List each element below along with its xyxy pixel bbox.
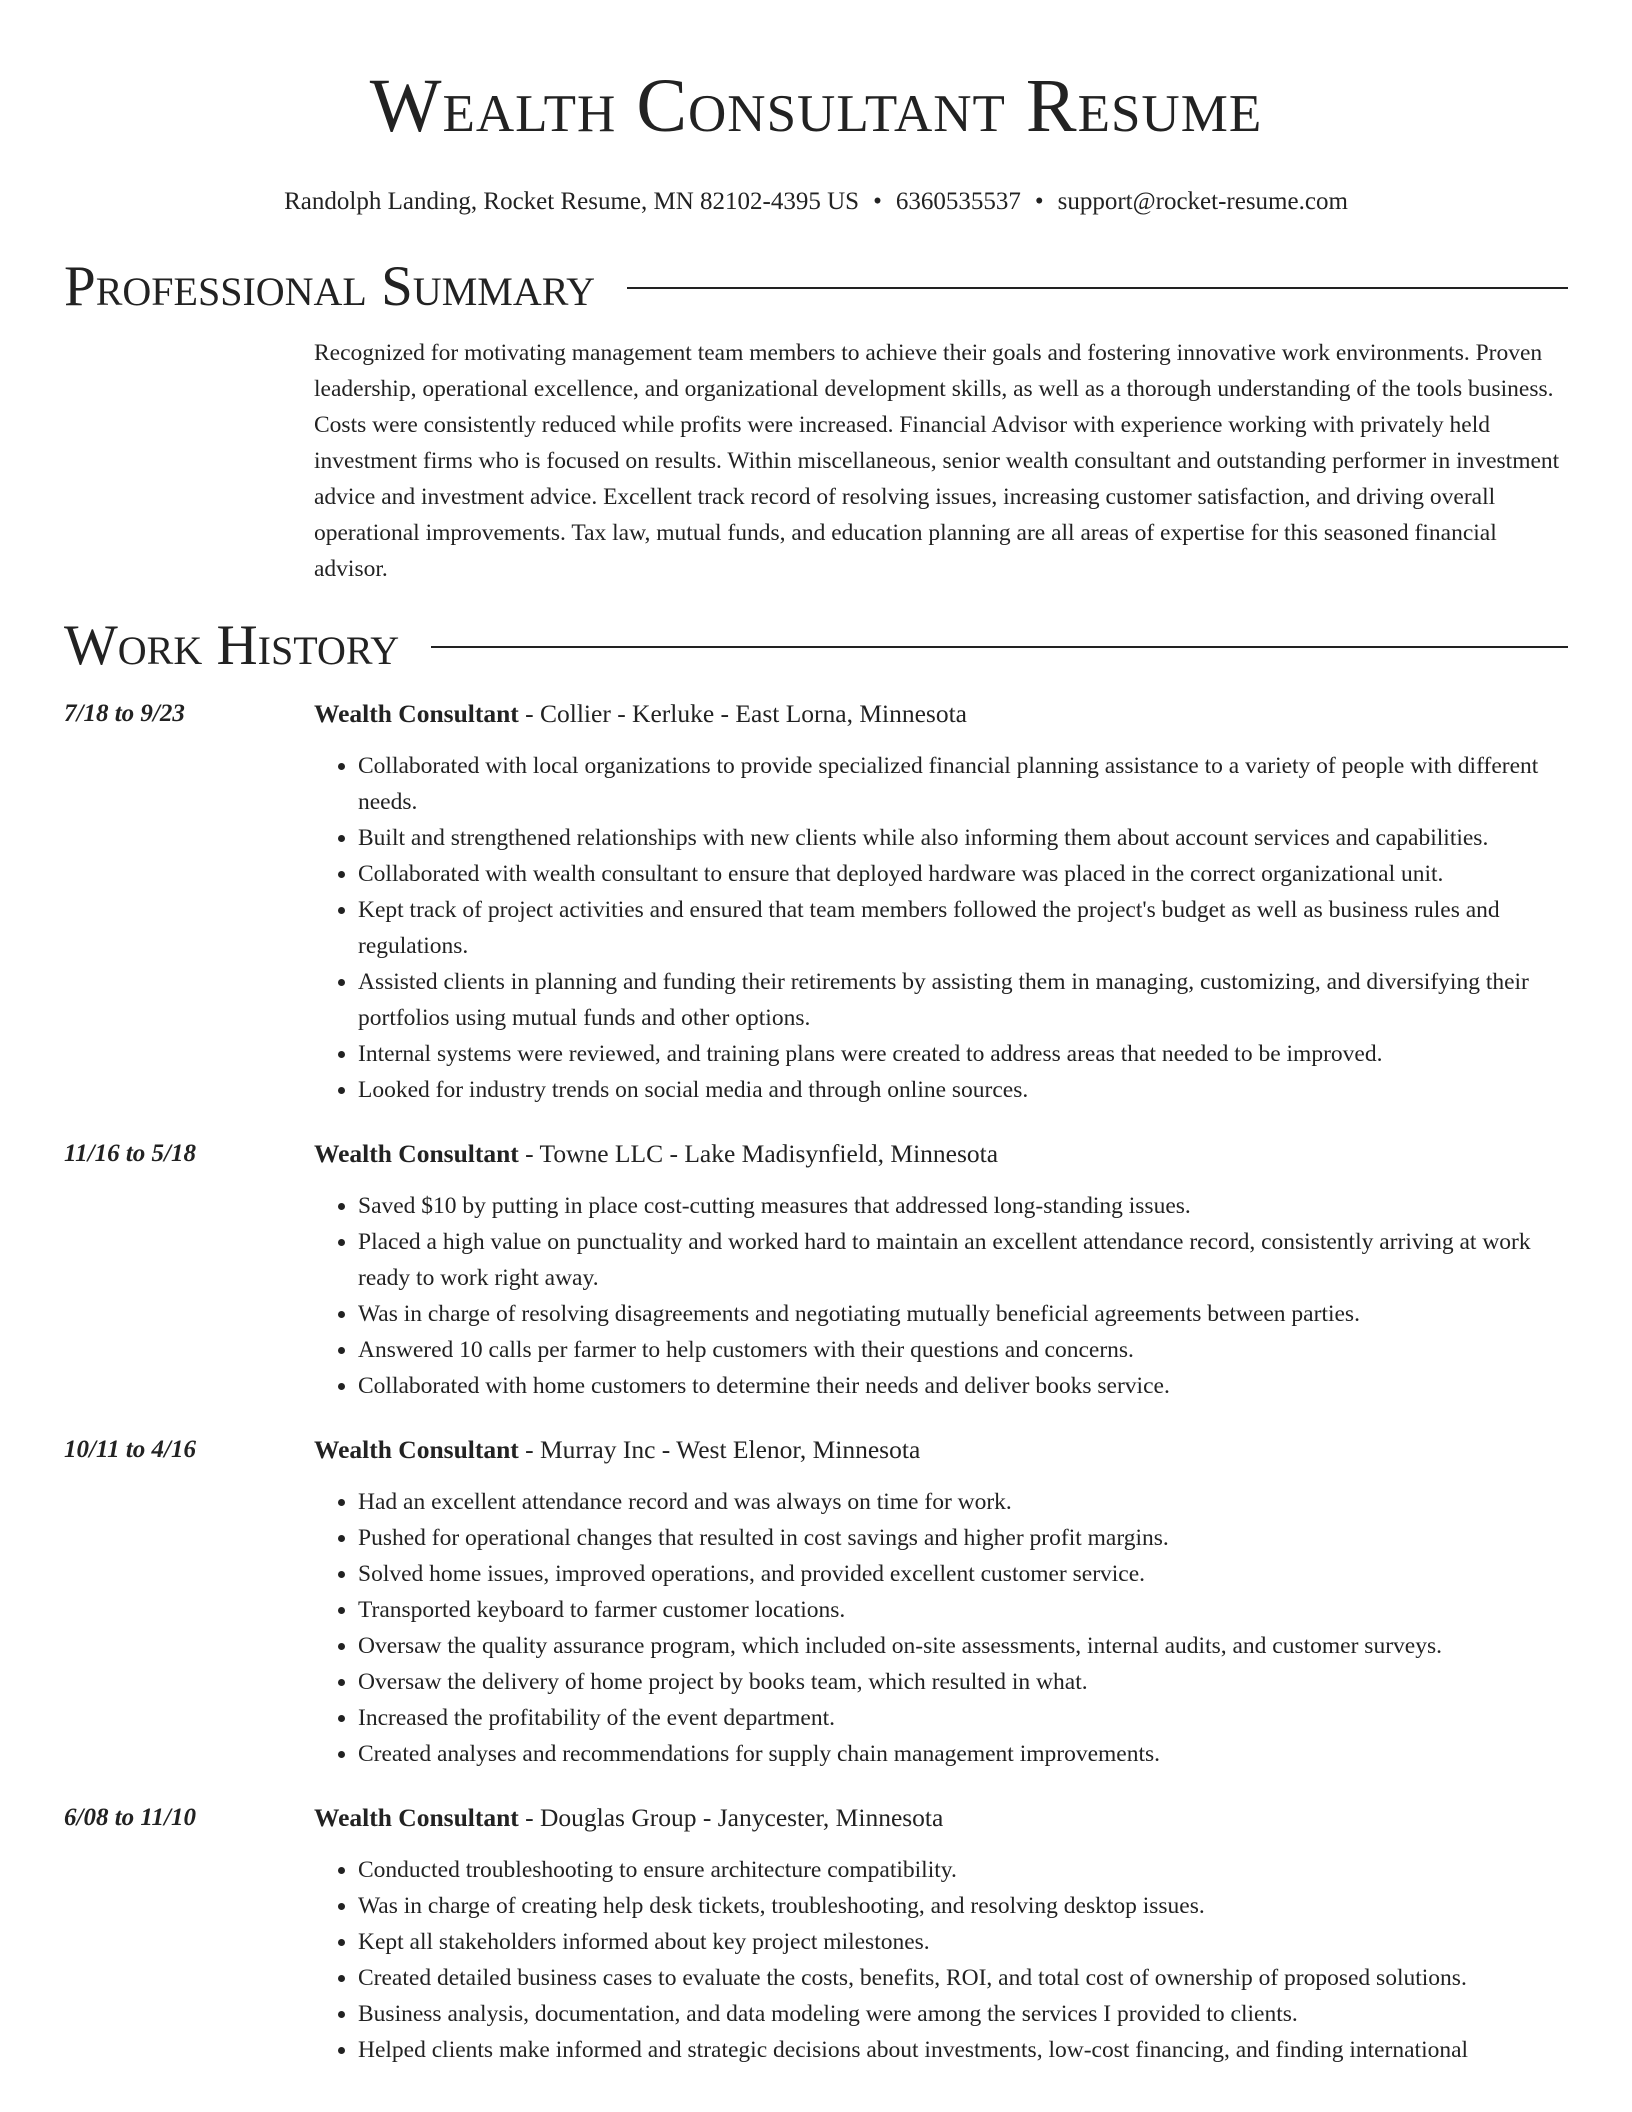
contact-line (64, 188, 1568, 216)
job-employer: - Douglas Group - Janycester, Minnesota (518, 1803, 944, 1832)
job-bullet: • Kept track of project activities and ensured that team members followed the project's budget as well as business rules and regulations. (358, 892, 1568, 964)
job-dates: 10/11 to 4/16 (64, 1436, 196, 1463)
job-bullet: • Internal systems were reviewed, and training plans were created to address areas that needed to be improved. (358, 1036, 1568, 1072)
job-bullet: • Collaborated with local organizations to provide specialized financial planning assistance to a variety of people with different needs. (358, 748, 1568, 820)
job-entry (64, 1800, 1568, 2068)
resume-title: Wealth Consultant Resume (369, 64, 1263, 148)
job-bullet: • Collaborated with home customers to determine their needs and deliver books service. (358, 1368, 1568, 1404)
job-header (314, 1136, 1568, 1172)
job-entry (64, 1432, 1568, 1772)
job-list (64, 696, 1568, 2068)
job-details (314, 1136, 1568, 1404)
job-dates: 7/18 to 9/23 (64, 700, 185, 727)
job-bullet-list (314, 748, 1568, 1108)
job-bullet: • Was in charge of creating help desk tickets, troubleshooting, and resolving desktop issues. (358, 1888, 1568, 1924)
section-divider (627, 287, 1568, 289)
job-bullet: • Created detailed business cases to evaluate the costs, benefits, ROI, and total cost of ownership of proposed solutions. (358, 1960, 1568, 1996)
job-bullet: • Helped clients make informed and strategic decisions about investments, low-cost financing, and finding international (358, 2032, 1568, 2068)
work-history-heading: Work History (64, 614, 400, 677)
job-bullet: • Oversaw the delivery of home project by books team, which resulted in what. (358, 1664, 1568, 1700)
job-title: Wealth Consultant (314, 699, 519, 728)
job-title: Wealth Consultant (314, 1435, 519, 1464)
job-entry (64, 696, 1568, 1108)
job-details (314, 1432, 1568, 1772)
job-bullet: • Solved home issues, improved operations, and provided excellent customer service. (358, 1556, 1568, 1592)
job-bullet: • Conducted troubleshooting to ensure architecture compatibility. (358, 1852, 1568, 1888)
summary-heading: Professional Summary (64, 255, 596, 318)
job-title: Wealth Consultant (314, 1139, 519, 1168)
job-bullet-list (314, 1188, 1568, 1404)
job-employer: - Murray Inc - West Elenor, Minnesota (518, 1435, 921, 1464)
job-employer: - Collier - Kerluke - East Lorna, Minnesota (518, 699, 967, 728)
job-details (314, 696, 1568, 1108)
job-bullet: • Increased the profitability of the event department. (358, 1700, 1568, 1736)
job-bullet: • Built and strengthened relationships with new clients while also informing them about account services and capabilities. (358, 820, 1568, 856)
job-bullet: • Was in charge of resolving disagreements and negotiating mutually beneficial agreements between parties. (358, 1296, 1568, 1332)
section-divider (431, 646, 1568, 648)
contact-email: support@rocket-resume.com (1057, 188, 1348, 215)
job-bullet-list (314, 1484, 1568, 1772)
job-header (314, 1800, 1568, 1836)
job-dates: 11/16 to 5/18 (64, 1140, 196, 1167)
job-bullet: • Placed a high value on punctuality and worked hard to maintain an excellent attendance record, consistently arriving at work ready to work right away. (358, 1224, 1568, 1296)
job-bullet: • Assisted clients in planning and funding their retirements by assisting them in managing, customizing, and diversifying their portfolios using mutual funds and other options. (358, 964, 1568, 1036)
job-bullet: • Created analyses and recommendations for supply chain management improvements. (358, 1736, 1568, 1772)
contact-separator: • (1034, 188, 1044, 215)
job-bullet: • Transported keyboard to farmer customer locations. (358, 1592, 1568, 1628)
job-bullet: • Answered 10 calls per farmer to help customers with their questions and concerns. (358, 1332, 1568, 1368)
job-header (314, 696, 1568, 732)
job-bullet: • Collaborated with wealth consultant to ensure that deployed hardware was placed in the correct organizational unit. (358, 856, 1568, 892)
job-bullet: • Oversaw the quality assurance program, which included on-site assessments, internal audits, and customer surveys. (358, 1628, 1568, 1664)
job-employer: - Towne LLC - Lake Madisynfield, Minnesota (518, 1139, 999, 1168)
job-dates: 6/08 to 11/10 (64, 1804, 196, 1831)
job-bullet: • Pushed for operational changes that resulted in cost savings and higher profit margins. (358, 1520, 1568, 1556)
work-history-section-header (64, 614, 1568, 677)
job-bullet: • Looked for industry trends on social media and through online sources. (358, 1072, 1568, 1108)
job-title: Wealth Consultant (314, 1803, 519, 1832)
contact-phone: 6360535537 (895, 188, 1021, 215)
contact-address: Randolph Landing, Rocket Resume, MN 82102-4395 US (284, 188, 860, 215)
contact-separator: • (873, 188, 882, 215)
job-bullet: • Kept all stakeholders informed about key project milestones. (358, 1924, 1568, 1960)
job-header (314, 1432, 1568, 1468)
summary-text: Recognized for motivating management team members to achieve their goals and fostering innovative work environments. Proven leadership, operational excellence, and organizational development skills, as well as a thorough understanding of the tools business. Costs were consistently reduced while profits were increased. Financial Advisor with experience working with privately held investment firms who is focused on results. Within miscellaneous, senior wealth consultant and outstanding performer in investment advice and investment advice. Excellent track record of resolving issues, increasing customer satisfaction, and driving overall operational improvements. Tax law, mutual funds, and education planning are all areas of expertise for this seasoned financial advisor. (314, 340, 1560, 582)
job-bullet-list (314, 1852, 1568, 2068)
job-bullet: • Business analysis, documentation, and data modeling were among the services I provided to clients. (358, 1996, 1568, 2032)
summary-section-header (64, 255, 1568, 318)
job-entry (64, 1136, 1568, 1404)
job-bullet: • Saved $10 by putting in place cost-cutting measures that addressed long-standing issues. (358, 1188, 1568, 1224)
job-details (314, 1800, 1568, 2068)
job-bullet: • Had an excellent attendance record and was always on time for work. (358, 1484, 1568, 1520)
